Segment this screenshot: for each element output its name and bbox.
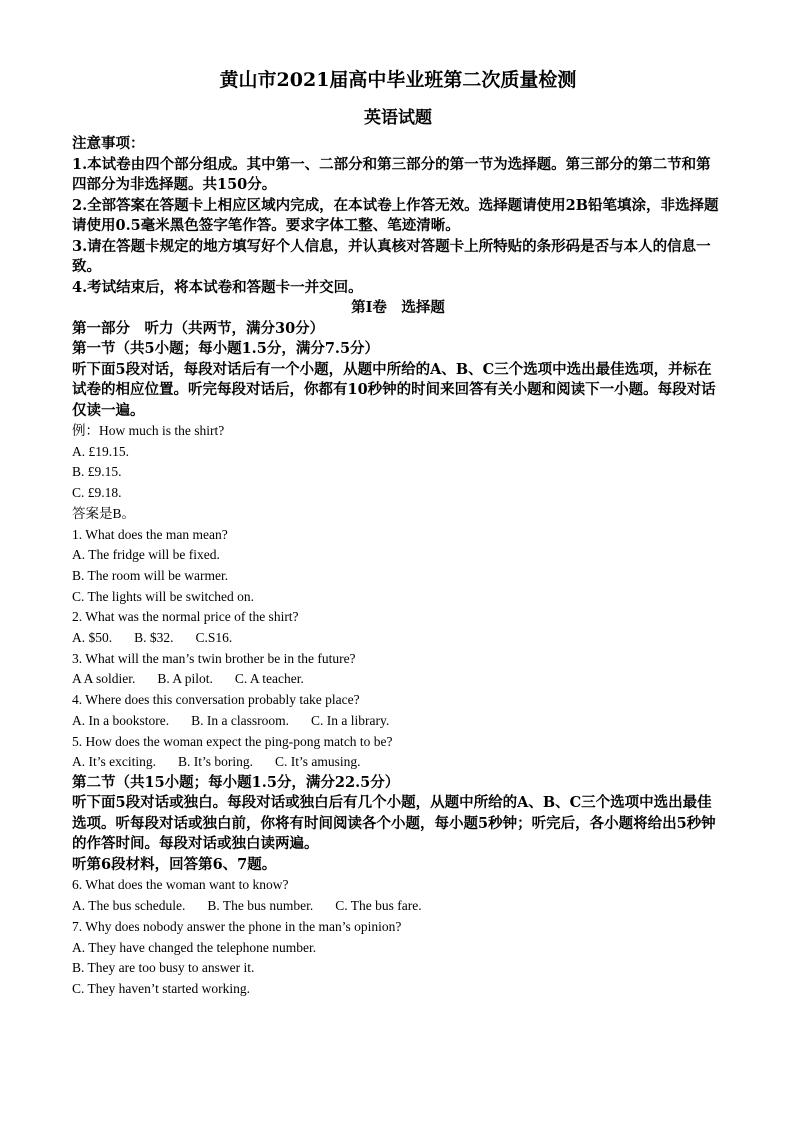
notice-item-2: 2.全部答案在答题卡上相应区域内完成，在本试卷上作答无效。选择题请使用2B铅笔填涂，非选择题请使用0.5毫米黑色签字笔作答。要求字体工整、笔迹清晰。 [72, 196, 719, 234]
option-b: B. They are too busy to answer it. [72, 960, 255, 976]
option-b: B. The room will be warmer. [72, 567, 229, 583]
option-row [72, 752, 724, 773]
notice-section [72, 134, 724, 298]
question-text: 7. Why does nobody answer the phone in the man’s opinion? [72, 918, 402, 934]
option-b: B. A pilot. [157, 671, 213, 687]
notice-item-3: 3.请在答题卡规定的地方填写好个人信息，并认真核对答题卡上所特贴的条形码是否与本人的信息一致。 [72, 237, 711, 275]
option-b: B. It’s boring. [178, 754, 254, 770]
option-a: A. In a bookstore. [72, 712, 170, 728]
option-c: C. In a library. [310, 712, 390, 728]
section1-question-list [72, 525, 724, 773]
part1-heading: 第一部分 听力（共两节，满分30分） [72, 319, 325, 337]
question-text: 1. What does the man mean? [72, 526, 228, 542]
question-text: 4. Where does this conversation probably take place? [72, 692, 360, 708]
option-a: A. They have changed the telephone number. [72, 939, 317, 955]
option-a: A. It’s exciting. [72, 754, 156, 770]
notice-item-1: 1.本试卷由四个部分组成。其中第一、二部分和第三部分的第一节为选择题。第三部分的第二节和第四部分为非选择题。共150分。 [72, 155, 711, 193]
question-text: 3. What will the man’s twin brother be in the future? [72, 650, 356, 666]
option-c: C.S16. [195, 630, 233, 646]
option-a: A. The bus schedule. [72, 898, 186, 914]
option-c: C. A teacher. [234, 671, 304, 687]
section2-instructions: 听下面5段对话或独白。每段对话或独白后有几个小题，从题中所给的A、B、C三个选项中选出最佳选项。听每段对话或独白前，你将有时间阅读各个小题，每小题5秒钟；听完后，各小题将给出5秒钟的作答时间。每段对话或独白读两遍。 [72, 794, 716, 853]
example-option-c: C. £9.18. [72, 485, 122, 501]
option-c: C. The lights will be switched on. [72, 588, 254, 604]
section1-instructions: 听下面5段对话，每段对话后有一个小题，从题中所给的A、B、C三个选项中选出最佳选项，并标在试卷的相应位置。听完每段对话后，你都有10秒钟的时间来回答有关小题和阅读下一小题。每段对话仅读一遍。 [72, 360, 716, 419]
option-row [72, 711, 724, 732]
option-a: A. $50. [72, 630, 113, 646]
exam-title: 黄山市2021届高中毕业班第二次质量检测 [219, 69, 577, 91]
option-b: B. The bus number. [207, 898, 314, 914]
option-c: C. It’s amusing. [275, 754, 361, 770]
option-a: A. The fridge will be fixed. [72, 547, 220, 563]
option-a: A A soldier. [72, 671, 136, 687]
option-row [72, 669, 724, 690]
notice-heading: 注意事项： [72, 135, 145, 152]
example-answer: 答案是B。 [72, 505, 136, 521]
option-c: C. The bus fare. [335, 898, 422, 914]
question-text: 2. What was the normal price of the shirt? [72, 609, 299, 625]
exam-subtitle: 英语试题 [364, 108, 432, 128]
material-note: 听第6段材料，回答第6、7题。 [72, 855, 277, 873]
option-b: B. In a classroom. [191, 712, 289, 728]
option-row [72, 628, 724, 649]
question-text: 5. How does the woman expect the ping-pong match to be? [72, 733, 393, 749]
question-text: 6. What does the woman want to know? [72, 877, 289, 893]
option-b: B. $32. [134, 630, 174, 646]
part1-section [72, 319, 724, 1000]
volume-title: 第Ⅰ卷 选择题 [351, 299, 445, 316]
section2-question-list [72, 875, 724, 999]
section1-heading: 第一节（共5小题；每小题1.5分，满分7.5分） [72, 340, 380, 357]
example-option-b: B. £9.15. [72, 464, 122, 480]
exam-page [72, 66, 724, 1000]
example-option-a: A. £19.15. [72, 443, 129, 459]
option-c: C. They haven’t started working. [72, 980, 250, 996]
example-question: 例：How much is the shirt? [72, 423, 225, 438]
section2-heading: 第二节（共15小题；每小题1.5分，满分22.5分） [72, 773, 400, 791]
notice-item-4: 4.考试结束后，将本试卷和答题卡一并交回。 [72, 278, 363, 296]
option-row [72, 896, 724, 917]
